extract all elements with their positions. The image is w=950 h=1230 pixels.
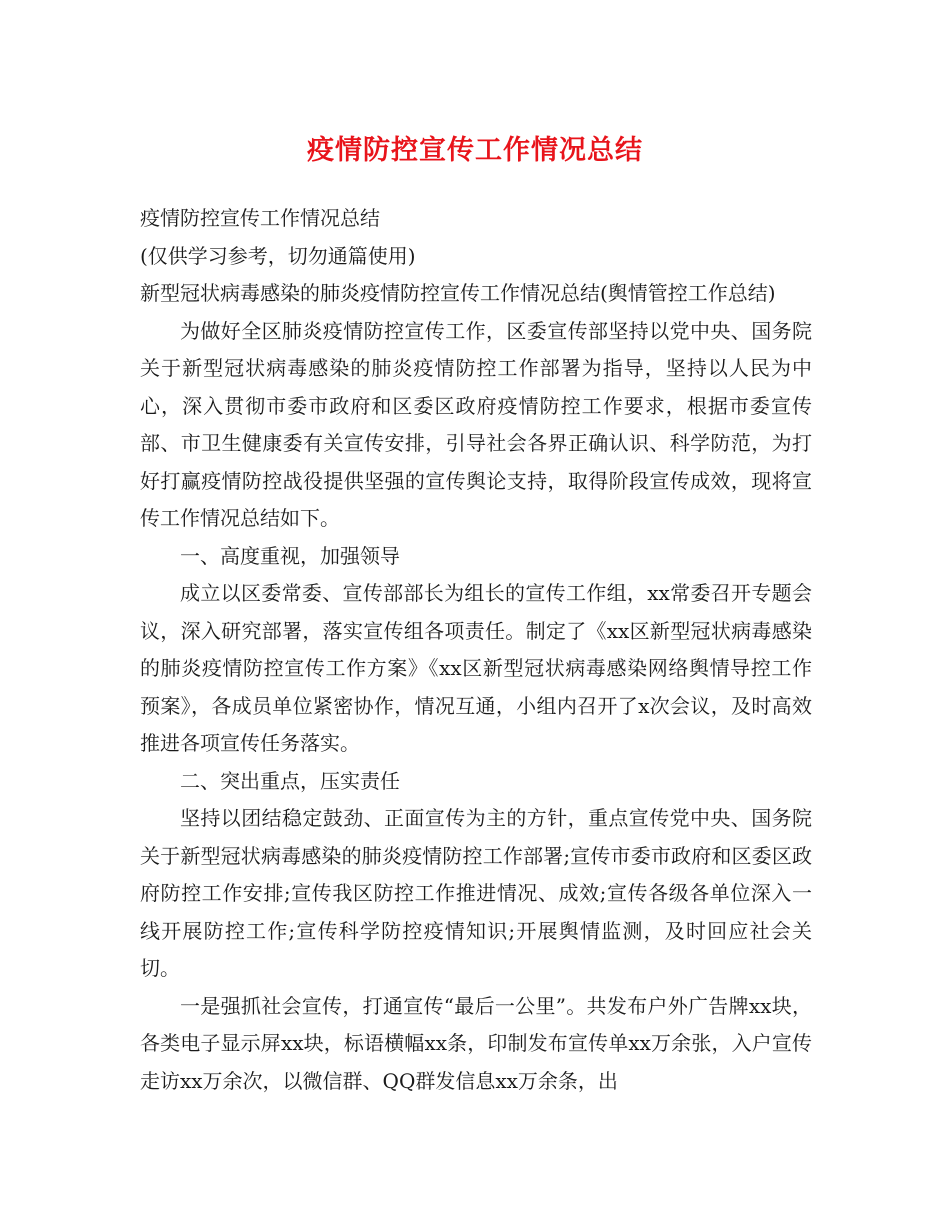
paragraph-subtitle: 疫情防控宣传工作情况总结 <box>140 206 380 230</box>
paragraph-section-2: 坚持以团结稳定鼓劲、正面宣传为主的方针，重点宣传党中央、国务院关于新型冠状病毒感染的肺炎疫情防控工作部署;宣传市委市政府和区委区政府防控工作安排;宣传我区防控工作推进情况、成效;宣传各级各单位深入一线开展防控工作;宣传科学防控疫情知识;开展舆情监测，及时回应社会关切。 <box>140 806 812 980</box>
paragraph-full-title: 新型冠状病毒感染的肺炎疫情防控宣传工作情况总结(舆情管控工作总结) <box>140 281 776 305</box>
paragraph-disclaimer: (仅供学习参考，切勿通篇使用) <box>140 243 416 268</box>
paragraph-item-1: 一是强抓社会宣传，打通宣传“最后一公里”。共发布户外广告牌xx块，各类电子显示屏xx块，标语横幅xx条，印制发布宣传单xx万余张，入户宣传走访xx万余次，以微信群、QQ群发信息xx万余条，出 <box>140 993 812 1093</box>
paragraph-intro: 为做好全区肺炎疫情防控宣传工作，区委宣传部坚持以党中央、国务院关于新型冠状病毒感染的肺炎疫情防控工作部署为指导，坚持以人民为中心，深入贯彻市委市政府和区委区政府疫情防控工作要求，根据市委宣传部、市卫生健康委有关宣传安排，引导社会各界正确认识、科学防范，为打好打赢疫情防控战役提供坚强的宣传舆论支持，取得阶段宣传成效，现将宣传工作情况总结如下。 <box>140 318 812 530</box>
document-title: 疫情防控宣传工作情况总结 <box>307 135 643 166</box>
section-heading-2: 二、突出重点，压实责任 <box>180 768 400 793</box>
section-heading-1: 一、高度重视，加强领导 <box>180 543 400 568</box>
paragraph-section-1: 成立以区委常委、宣传部部长为组长的宣传工作组，xx常委召开专题会议，深入研究部署，落实宣传组各项责任。制定了《xx区新型冠状病毒感染的肺炎疫情防控宣传工作方案》《xx区新型冠状病毒感染网络舆情导控工作预案》，各成员单位紧密协作，情况互通，小组内召开了x次会议，及时高效推进各项宣传任务落实。 <box>140 581 812 755</box>
document-body <box>140 200 812 1100</box>
